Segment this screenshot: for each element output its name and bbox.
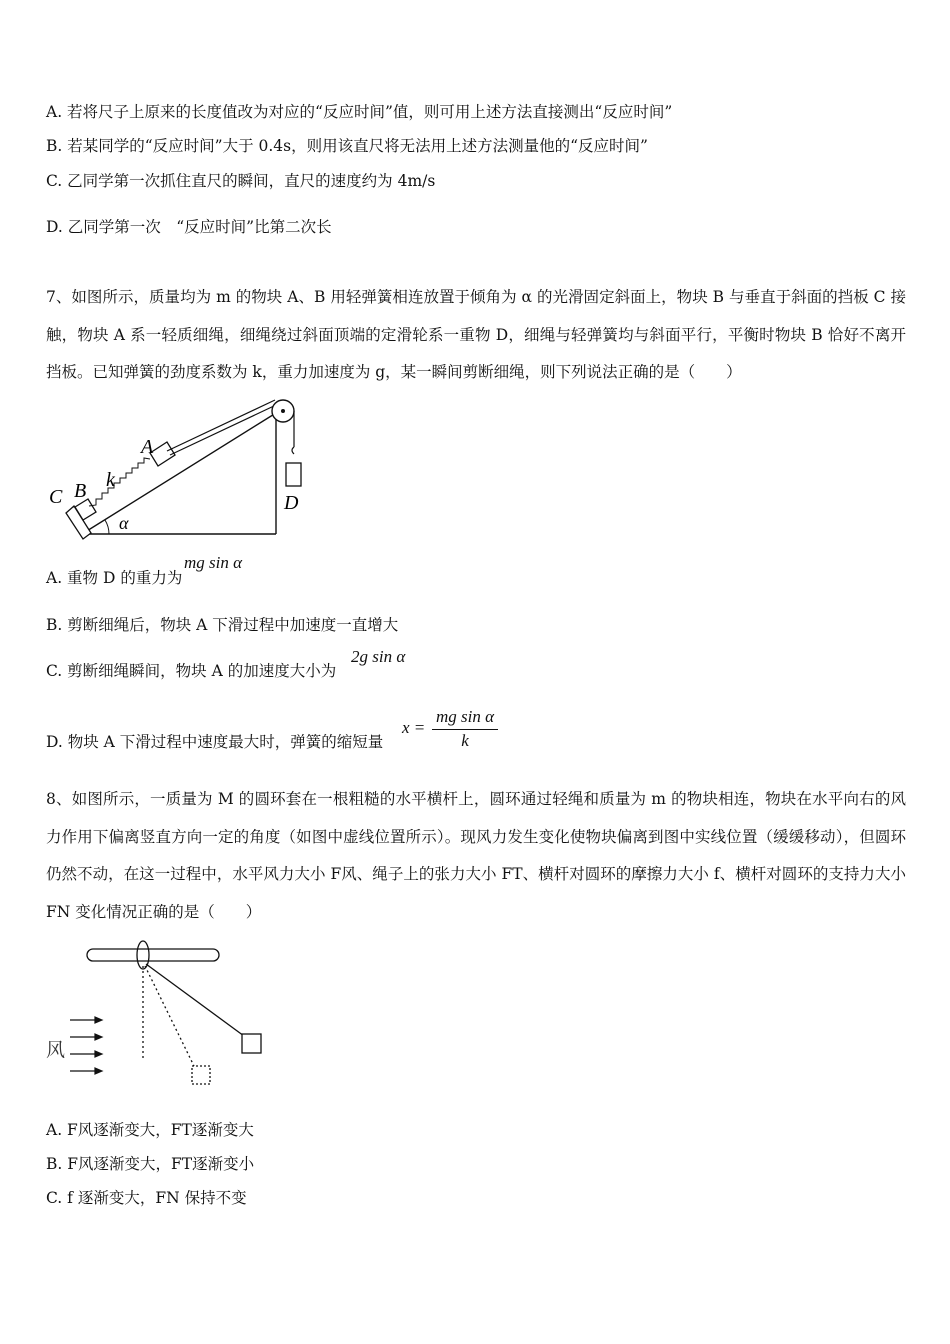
- label-k: k: [106, 469, 115, 491]
- q6-option-b: B. 若某同学的“反应时间”大于 0.4s，则用该直尺将无法用上述方法测量他的“反应时间”: [46, 137, 648, 155]
- q7-option-c: C. 剪断细绳瞬间，物块 A 的加速度大小为: [46, 662, 337, 680]
- label-a: A: [141, 436, 154, 458]
- q7-option-d-lhs: x =: [402, 718, 426, 737]
- q8-option-a: A. F风逐渐变大，FT逐渐变大: [46, 1121, 254, 1139]
- label-b: B: [74, 480, 87, 502]
- fraction-bar: [432, 729, 498, 730]
- q8-ring-figure: [44, 940, 274, 1090]
- q8-option-c: C. f 逐渐变大，FN 保持不变: [46, 1189, 247, 1207]
- q7-incline-figure: [44, 395, 314, 540]
- q6-option-c: C. 乙同学第一次抓住直尺的瞬间，直尺的速度约为 4m/s: [46, 172, 436, 190]
- q7-option-d-numerator: mg sin α: [435, 707, 495, 726]
- label-wind: 风: [46, 1040, 66, 1061]
- q8-stem: 8、如图所示，一质量为 M 的圆环套在一根粗糙的水平横杆上，圆环通过轻绳和质量为 m 的物块相连，物块在水平向右的风力作用下偏离竖直方向一定的角度（如图中虚线位置所示）。现风力发生变化使物块偏离到图中实线位置（缓缓移动），但圆环仍然不动，在这一过程中，水平风力大小 F风、绳子上的张力大小 FT、横杆对圆环的摩擦力大小 f、横杆对圆环的支持力大小 FN 变化情况正确的是（ ）: [46, 790, 906, 921]
- q7-option-a: A. 重物 D 的重力为: [46, 569, 183, 587]
- label-d: D: [284, 492, 299, 514]
- q7-option-c-expr: 2g sin α: [351, 647, 406, 666]
- q6-option-a: A. 若将尺子上原来的长度值改为对应的“反应时间”值，则可用上述方法直接测出“反应时间”: [46, 103, 673, 121]
- q6-option-d: D. 乙同学第一次 “反应时间”比第二次长: [46, 218, 332, 236]
- label-c: C: [49, 486, 63, 508]
- q7-option-d: D. 物块 A 下滑过程中速度最大时，弹簧的缩短量: [46, 733, 384, 751]
- q7-stem: 7、如图所示，质量均为 m 的物块 A、B 用轻弹簧相连放置于倾角为 α 的光滑固定斜面上，物块 B 与垂直于斜面的挡板 C 接触，物块 A 系一轻质细绳，细绳绕过斜面顶端的定滑轮系一重物 D，细绳与轻弹簧均与斜面平行，平衡时物块 B 恰好不离开挡板。已知弹簧的劲度系数为 k，重力加速度为 g，某一瞬间剪断细绳，则下列说法正确的是（ ）: [46, 288, 906, 381]
- q7-option-d-denominator: k: [461, 731, 469, 750]
- label-alpha: α: [119, 513, 129, 533]
- q7-option-b: B. 剪断细绳后，物块 A 下滑过程中加速度一直增大: [46, 616, 399, 634]
- q8-option-b: B. F风逐渐变大，FT逐渐变小: [46, 1155, 255, 1173]
- q7-option-a-expr: mg sin α: [184, 553, 243, 572]
